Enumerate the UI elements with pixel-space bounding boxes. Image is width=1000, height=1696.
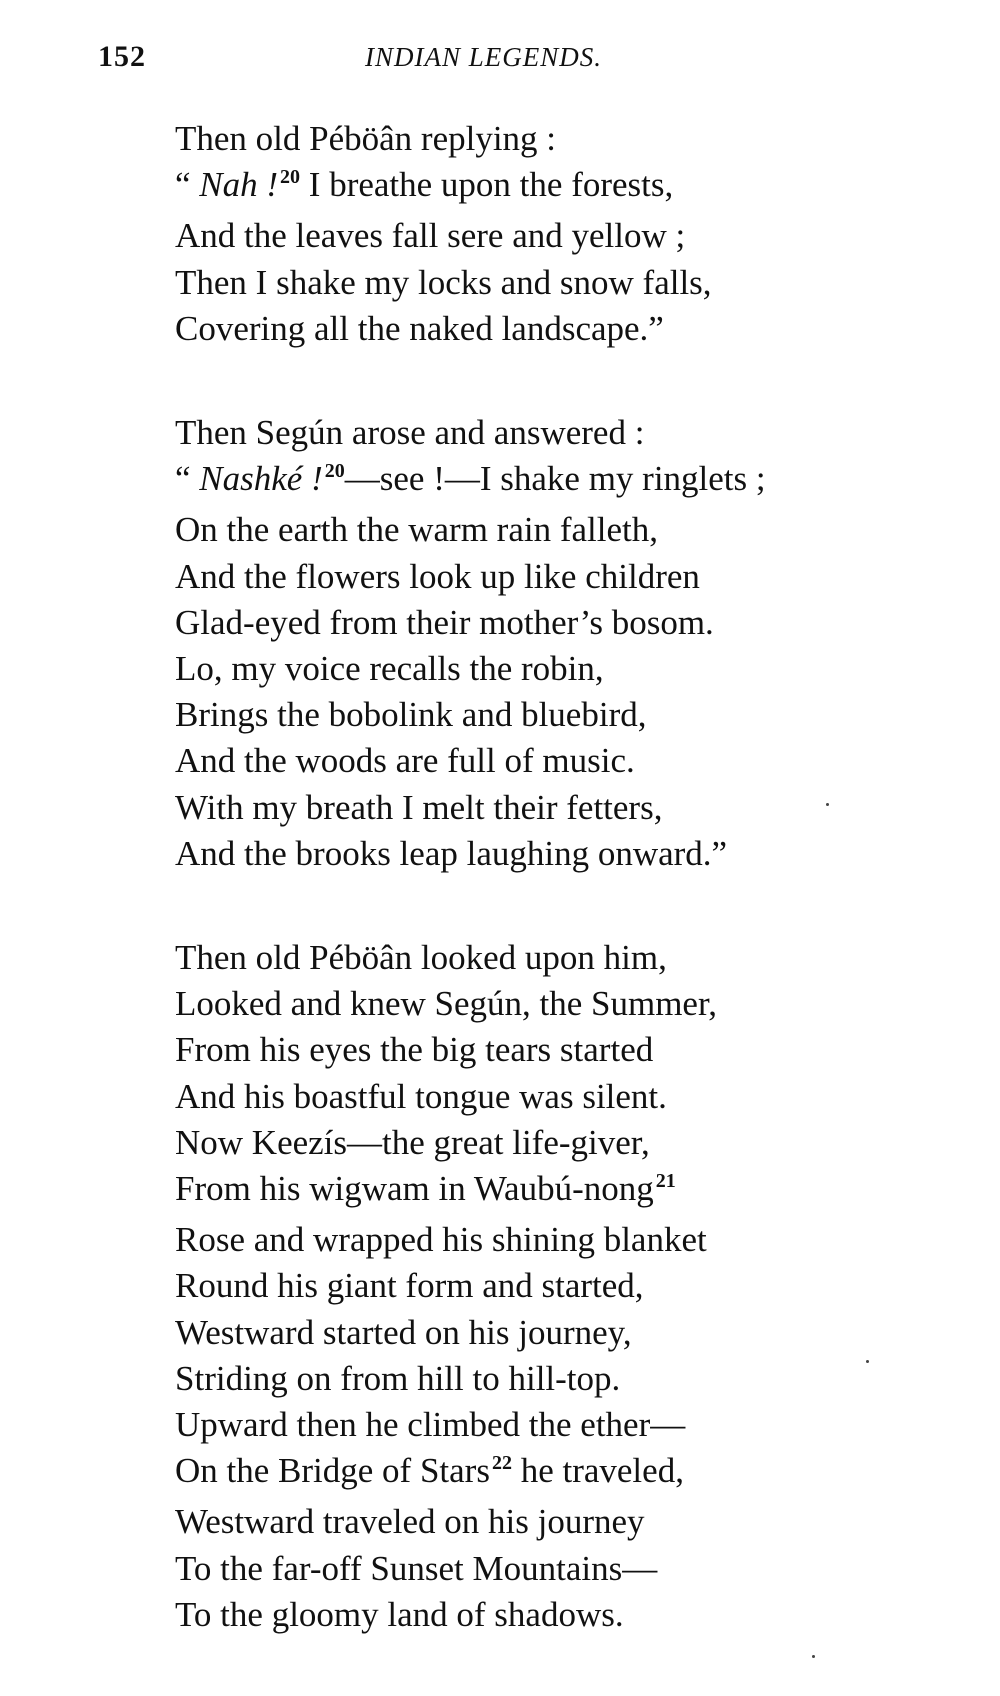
poem-line [175,456,955,507]
line-rest: I breathe upon the forests, [300,165,674,205]
poem-line: On the earth the warm rain falleth, [175,510,658,550]
poem-line: And the brooks leap laughing onward.” [175,833,728,873]
stanza-1 [175,116,955,352]
poem-line: Westward started on his journey, [175,1312,632,1352]
page-number: 152 [98,40,146,73]
poem-line: And the leaves fall sere and yellow ; [175,216,686,256]
poem-line: Brings the bobolink and bluebird, [175,695,647,735]
footnote-ref: 20 [280,166,301,189]
footnote-ref: 22 [491,1452,512,1475]
poem-line: Lo, my voice recalls the robin, [175,649,604,689]
footnote-ref: 21 [655,1170,676,1193]
poem-line: To the far-off Sunset Mountains— [175,1548,658,1588]
poem-line: Round his giant form and started, [175,1266,644,1306]
line-text: From his wigwam in Waubú-nong [175,1169,654,1209]
poem-line: Covering all the naked landscape.” [175,308,664,348]
italic-word: Nashké ! [199,459,323,499]
stanza-2 [175,410,955,877]
poem-line: Then I shake my locks and snow falls, [175,262,712,302]
poem-line: Then old Péböân replying : [175,119,557,158]
poem-line: And the flowers look up like children [175,556,700,596]
poem-line: Then Según arose and answered : [175,413,645,453]
poem-line: With my breath I melt their fetters, [175,787,663,827]
poem-line [175,162,955,213]
poem [175,116,955,1696]
stanza-3 [175,935,955,1638]
line-pre: On the Bridge of Stars [175,1451,490,1491]
poem-line: Then old Péböân looked upon him, [175,938,667,978]
poem-line: Looked and knew Según, the Summer, [175,984,717,1024]
page-header [0,40,1000,90]
print-speck [866,1360,869,1363]
line-rest: he traveled, [511,1451,684,1491]
poem-line: Rose and wrapped his shining blanket [175,1220,707,1260]
italic-word: Nah ! [199,165,279,205]
poem-line [175,1166,955,1217]
poem-line: Glad-eyed from their mother’s bosom. [175,602,714,642]
poem-line [175,1448,955,1499]
open-quote: “ [175,459,200,499]
running-head: INDIAN LEGENDS. [365,42,602,72]
poem-line: And his boastful tongue was silent. [175,1076,667,1116]
poem-line: From his eyes the big tears started [175,1030,654,1070]
print-speck [826,803,829,806]
footnote-ref: 20 [324,460,345,483]
print-speck [812,1655,815,1658]
open-quote: “ [175,165,200,205]
line-rest: —see !—I shake my ringlets ; [344,459,766,499]
poem-line: Now Keezís—the great life-giver, [175,1122,650,1162]
poem-line: Upward then he climbed the ether— [175,1405,686,1445]
poem-line: Westward traveled on his journey [175,1502,645,1542]
poem-line: And the woods are full of music. [175,741,635,781]
poem-line: Striding on from hill to hill-top. [175,1358,621,1398]
poem-line: To the gloomy land of shadows. [175,1594,624,1634]
